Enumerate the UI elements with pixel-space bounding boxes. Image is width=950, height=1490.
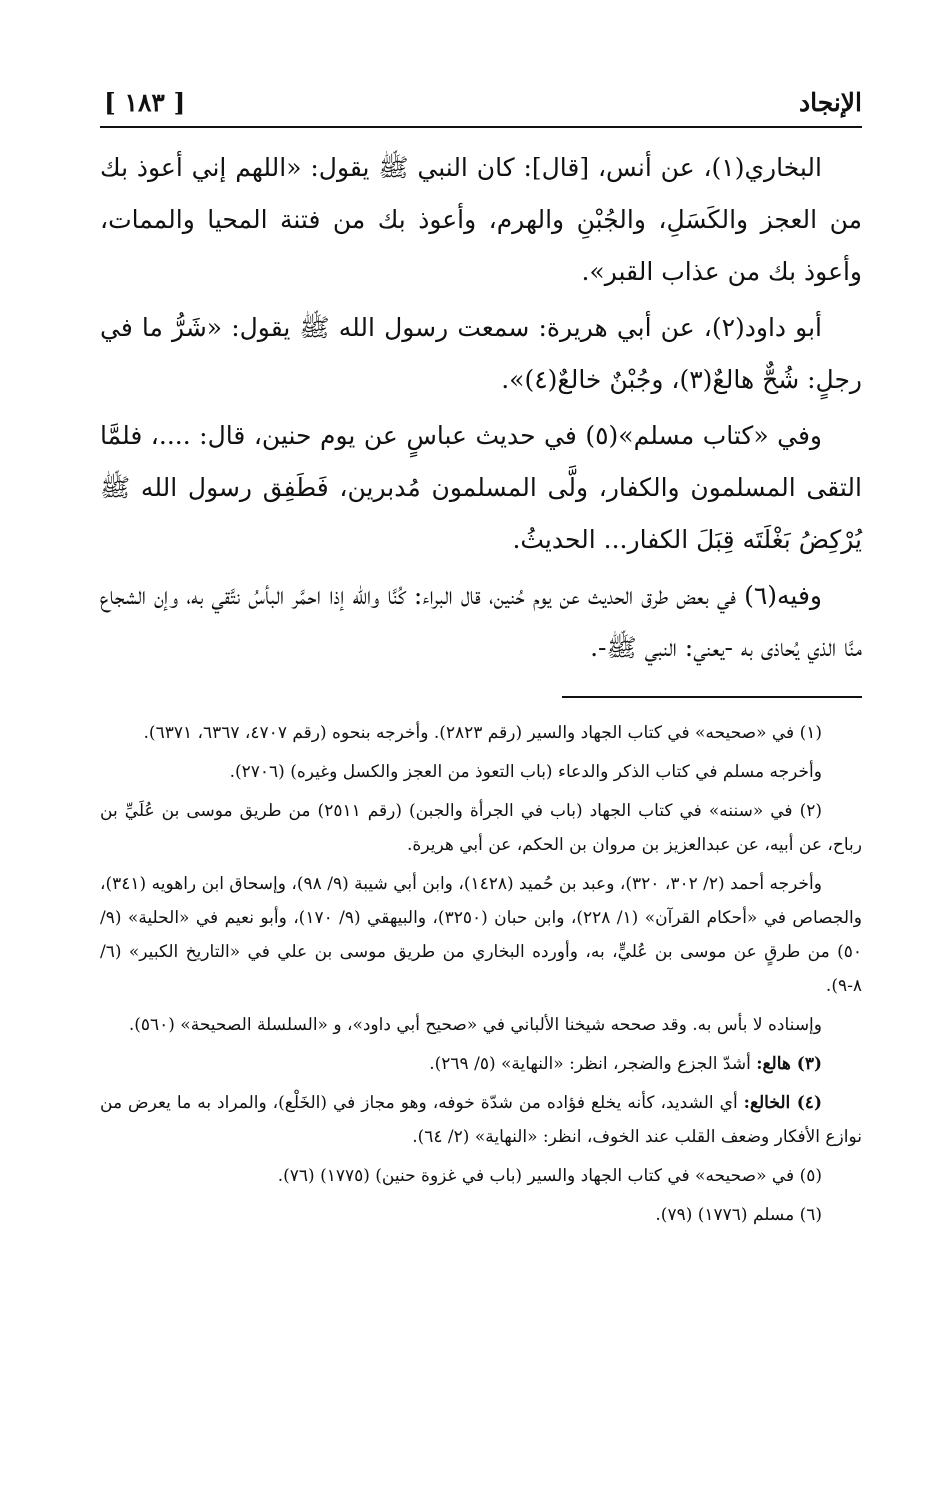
footnote	[100, 755, 862, 789]
paragraph: وفي «كتاب مسلم»(٥) في حديث عباسٍ عن يوم حنين، قال: ....، فلمَّا التقى المسلمون والكفار، ولَّى المسلمون مُدبرين، فَطَفِق رسول الله ﷺ يُرْكِضُ بَغْلَتَه قِبَلَ الكفار... الحديثُ.	[100, 421, 862, 554]
footnote-text: أي الشديد، كأنه يخلع فؤاده من شدّة خوفه، وهو مجاز في (الخَلْع)، والمراد به ما يعرض من نوازع الأفكار وضعف القلب عند الخوف، انظر: «النهاية» (٢/ ٦٤).	[100, 1093, 862, 1147]
main-text	[100, 142, 862, 674]
footnotes	[100, 716, 862, 1232]
footnote-text: (١) في «صحيحه» في كتاب الجهاد والسير (رقم ٢٨٢٣). وأخرجه بنحوه (رقم ٤٧٠٧، ٦٣٦٧، ٦٣٧١).	[143, 723, 822, 743]
footnote-text: وأخرجه مسلم في كتاب الذكر والدعاء (باب التعوذ من العجز والكسل وغيره) (٢٧٠٦).	[229, 762, 822, 782]
footnote	[100, 1086, 862, 1154]
footnote-text: وإسناده لا بأس به. وقد صححه شيخنا الألباني في «صحيح أبي داود»، و «السلسلة الصحيحة» (٥٦٠).	[128, 1015, 822, 1035]
footnote	[100, 716, 862, 750]
footnote	[100, 867, 862, 1003]
footnote-text: أشدّ الجزع والضجر، انظر: «النهاية» (٥/ ٢٦٩).	[429, 1054, 757, 1074]
footnote-term: (٣) هالع:	[756, 1054, 822, 1074]
footnote	[100, 794, 862, 862]
footnote-text: (٦) مسلم (١٧٧٦) (٧٩).	[655, 1205, 822, 1225]
footnote	[100, 1198, 862, 1232]
footnote-term: (٤) الخالع:	[743, 1093, 822, 1113]
footnote	[100, 1047, 862, 1081]
page-number: [ ١٨٣ ]	[104, 88, 186, 117]
footnote-text: (٢) في «سننه» في كتاب الجهاد (باب في الجرأة والجبن) (رقم ٢٥١١) من طريق موسى بن عُلَيِّ بن رباح، عن أبيه، عن عبدالعزيز بن مروان بن الحكم، عن أبي هريرة.	[100, 801, 862, 855]
paragraph: البخاري(١)، عن أنس، [قال]: كان النبي ﷺ يقول: «اللهم إني أعوذ بك من العجز والكَسَلِ، والجُبْنِ والهرم، وأعوذ بك من فتنة المحيا والممات، وأعوذ بك من عذاب القبر».	[100, 153, 862, 286]
footnote	[100, 1008, 862, 1042]
book-title: الإنجاد	[798, 88, 862, 117]
footnote	[100, 1159, 862, 1193]
footnote-text: وأخرجه أحمد (٢/ ٣٠٢، ٣٢٠)، وعبد بن حُميد (١٤٢٨)، وابن أبي شيبة (٩/ ٩٨)، وإسحاق ابن راهويه (٣٤١)، والجصاص في «أحكام القرآن» (١/ ٢٢٨)، وابن حبان (٣٢٥٠)، والبيهقي (٩/ ١٧٠)، وأبو نعيم في «الحلية» (٩/ ٥٠) من طرقٍ عن موسى بن عُليٍّ، به، وأورده البخاري من طريق موسى بن علي في «التاريخ الكبير» (٦/ ٨-٩).	[100, 874, 862, 996]
paragraph: وفيه(٦) في بعض طرق الحديث عن يوم حُنين، قال البراء: كُنَّا والله إذا احمَّر البأسُ نتَّقي به، وإن الشجاع منَّا الذي يُحاذى به -يعني: النبي ﷺ-.	[100, 581, 862, 662]
paragraph: أبو داود(٢)، عن أبي هريرة: سمعت رسول الله ﷺ يقول: «شَرُّ ما في رجلٍ: شُحٌّ هالعٌ(٣)، وجُبْنٌ خالعٌ(٤)».	[100, 313, 862, 394]
footnote-text: (٥) في «صحيحه» في كتاب الجهاد والسير (باب في غزوة حنين) (١٧٧٥) (٧٦).	[277, 1166, 822, 1186]
footnote-divider	[562, 696, 862, 698]
page-header	[100, 70, 862, 128]
page	[100, 70, 862, 1237]
